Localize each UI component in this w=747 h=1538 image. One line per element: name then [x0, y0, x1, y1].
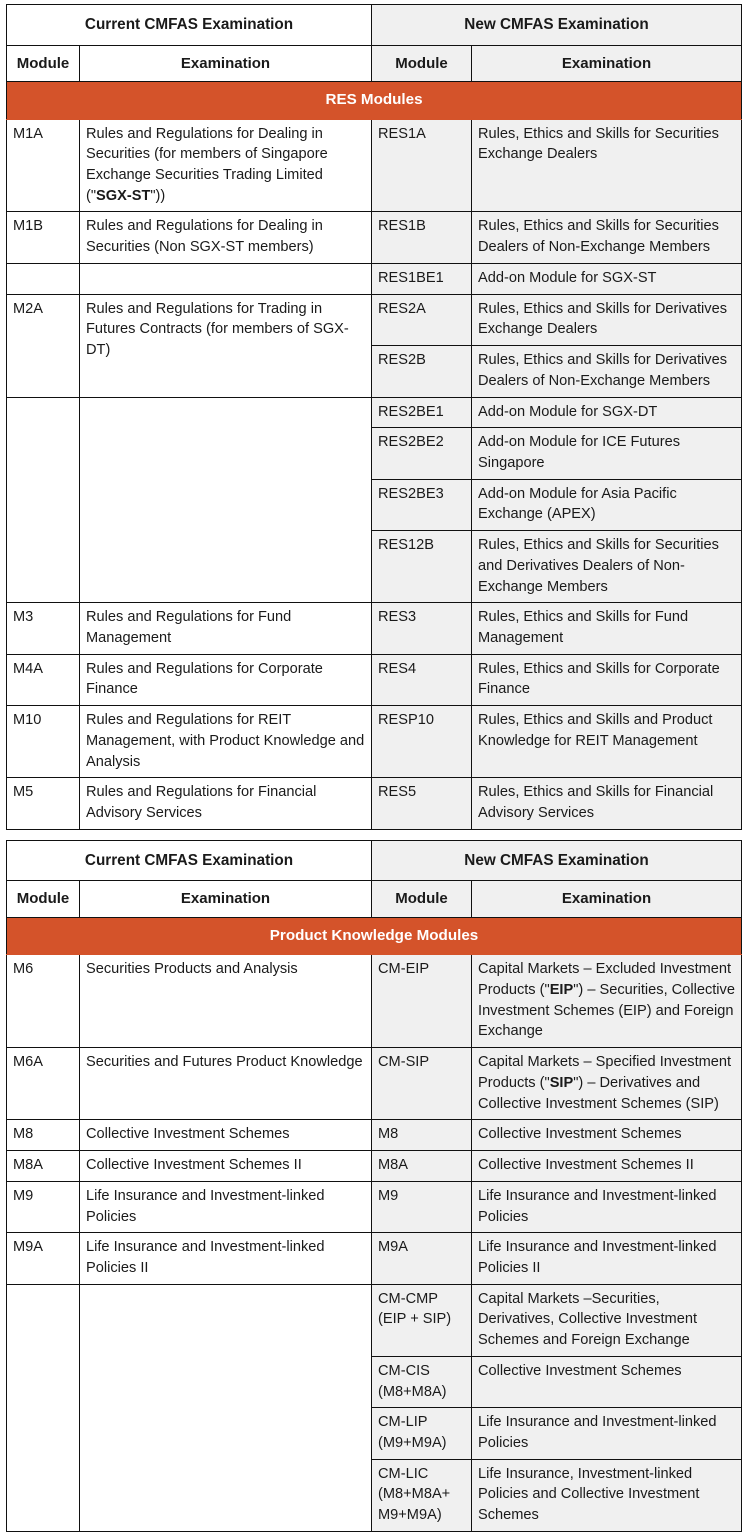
cell-new-module: RES2BE2 [372, 428, 472, 479]
cell-new-examination: Life Insurance and Investment-linked Policies [472, 1408, 742, 1459]
cell-new-examination: Collective Investment Schemes [472, 1120, 742, 1151]
cell-new-module: CM-LIP (M9+M9A) [372, 1408, 472, 1459]
table-column-header-row [7, 45, 742, 81]
section-header-product-knowledge-modules [7, 917, 742, 955]
table-row [7, 1233, 742, 1284]
cell-current-examination: Life Insurance and Investment-linked Policies [80, 1181, 372, 1232]
table-row [7, 119, 742, 212]
cell-current-examination: Rules and Regulations for Financial Advisory Services [80, 778, 372, 829]
cell-new-module: RES3 [372, 603, 472, 654]
cell-new-examination: Rules, Ethics and Skills and Product Knowledge for REIT Management [472, 706, 742, 778]
res-modules-table [6, 4, 742, 830]
cell-new-module: M9 [372, 1181, 472, 1232]
cell-new-module: RES2BE3 [372, 479, 472, 530]
cell-current-module: M5 [7, 778, 80, 829]
cell-new-module: CM-CMP (EIP + SIP) [372, 1284, 472, 1356]
cell-new-examination: Rules, Ethics and Skills for Fund Management [472, 603, 742, 654]
cell-new-module: RES2BE1 [372, 397, 472, 428]
col-header-new-module: Module [372, 881, 472, 917]
cell-new-examination: Rules, Ethics and Skills for Securities Exchange Dealers [472, 119, 742, 212]
cell-new-examination: Rules, Ethics and Skills for Securities and Derivatives Dealers of Non-Exchange Members [472, 531, 742, 603]
cell-new-module: CM-LIC (M8+M8A+ M9+M9A) [372, 1459, 472, 1531]
cell-current-examination: Life Insurance and Investment-linked Policies II [80, 1233, 372, 1284]
table-row [7, 1181, 742, 1232]
cell-new-module: CM-EIP [372, 955, 472, 1048]
cell-current-module: M9 [7, 1181, 80, 1232]
cell-new-examination: Rules, Ethics and Skills for Financial Advisory Services [472, 778, 742, 829]
cell-new-module: RESP10 [372, 706, 472, 778]
table-row [7, 654, 742, 705]
section-header-label: Product Knowledge Modules [7, 917, 742, 955]
cell-new-module: RES1B [372, 212, 472, 263]
cell-new-examination: Rules, Ethics and Skills for Corporate Finance [472, 654, 742, 705]
cell-new-examination: Rules, Ethics and Skills for Securities Dealers of Non-Exchange Members [472, 212, 742, 263]
table-row [7, 706, 742, 778]
cell-new-module: M8A [372, 1151, 472, 1182]
cell-current-module: M2A [7, 294, 80, 397]
cell-new-examination: Life Insurance and Investment-linked Policies [472, 1181, 742, 1232]
table-row [7, 263, 742, 294]
table-row [7, 955, 742, 1048]
cell-new-module: RES1BE1 [372, 263, 472, 294]
table-row [7, 397, 742, 428]
table-row [7, 603, 742, 654]
table-row [7, 294, 742, 345]
cell-current-module: M4A [7, 654, 80, 705]
cell-current-examination: Rules and Regulations for Dealing in Securities (Non SGX-ST members) [80, 212, 372, 263]
table-row [7, 778, 742, 829]
cell-current-module: M1B [7, 212, 80, 263]
table-group-header-row [7, 5, 742, 46]
cell-new-module: RES12B [372, 531, 472, 603]
cell-new-module: RES1A [372, 119, 472, 212]
col-header-new-examination: Examination [472, 881, 742, 917]
cell-new-examination: Rules, Ethics and Skills for Derivatives Exchange Dealers [472, 294, 742, 345]
table-column-header-row [7, 881, 742, 917]
table-row [7, 1151, 742, 1182]
cell-new-module: RES5 [372, 778, 472, 829]
table-row [7, 1048, 742, 1120]
col-header-current-examination: Examination [80, 881, 372, 917]
cell-new-module: RES2B [372, 346, 472, 397]
cell-current-module: M3 [7, 603, 80, 654]
cell-current-module [7, 397, 80, 603]
col-header-new-examination: Examination [472, 45, 742, 81]
table-row [7, 212, 742, 263]
current-cmfas-group-header: Current CMFAS Examination [7, 840, 372, 881]
cell-current-module: M1A [7, 119, 80, 212]
cell-current-examination: Rules and Regulations for Fund Management [80, 603, 372, 654]
table-row [7, 1120, 742, 1151]
cell-current-module: M8 [7, 1120, 80, 1151]
cell-current-module [7, 263, 80, 294]
product-knowledge-modules-table [6, 840, 742, 1532]
cell-new-examination: Collective Investment Schemes [472, 1356, 742, 1407]
table-row [7, 1284, 742, 1356]
cell-new-examination: Add-on Module for SGX-ST [472, 263, 742, 294]
col-header-current-examination: Examination [80, 45, 372, 81]
col-header-current-module: Module [7, 45, 80, 81]
col-header-current-module: Module [7, 881, 80, 917]
new-cmfas-group-header: New CMFAS Examination [372, 5, 742, 46]
cell-current-module: M8A [7, 1151, 80, 1182]
cell-current-examination: Rules and Regulations for Corporate Finance [80, 654, 372, 705]
cell-current-examination: Securities and Futures Product Knowledge [80, 1048, 372, 1120]
cell-new-examination: Life Insurance and Investment-linked Policies II [472, 1233, 742, 1284]
cell-new-module: CM-CIS (M8+M8A) [372, 1356, 472, 1407]
cell-new-module: RES2A [372, 294, 472, 345]
section-header-res-modules [7, 82, 742, 120]
cell-new-examination: Rules, Ethics and Skills for Derivatives Dealers of Non-Exchange Members [472, 346, 742, 397]
cell-current-examination: Rules and Regulations for REIT Management, with Product Knowledge and Analysis [80, 706, 372, 778]
cell-current-examination: Collective Investment Schemes II [80, 1151, 372, 1182]
table-group-header-row [7, 840, 742, 881]
cell-current-examination [80, 397, 372, 603]
col-header-new-module: Module [372, 45, 472, 81]
cell-new-module: M9A [372, 1233, 472, 1284]
cell-current-module [7, 1284, 80, 1531]
cell-current-examination: Rules and Regulations for Dealing in Securities (for members of Singapore Exchange Securities Trading Limited ("SGX-ST")) [80, 119, 372, 212]
cell-current-module: M9A [7, 1233, 80, 1284]
cell-current-examination: Rules and Regulations for Trading in Futures Contracts (for members of SGX-DT) [80, 294, 372, 397]
cell-current-module: M6 [7, 955, 80, 1048]
cell-new-examination: Add-on Module for Asia Pacific Exchange (APEX) [472, 479, 742, 530]
cell-new-examination: Add-on Module for ICE Futures Singapore [472, 428, 742, 479]
cell-new-examination: Capital Markets –Securities, Derivatives, Collective Investment Schemes and Foreign Exchange [472, 1284, 742, 1356]
cell-current-examination [80, 1284, 372, 1531]
cell-current-examination [80, 263, 372, 294]
cell-new-module: CM-SIP [372, 1048, 472, 1120]
current-cmfas-group-header: Current CMFAS Examination [7, 5, 372, 46]
cell-current-module: M10 [7, 706, 80, 778]
section-header-label: RES Modules [7, 82, 742, 120]
cell-new-examination: Life Insurance, Investment-linked Policies and Collective Investment Schemes [472, 1459, 742, 1531]
cell-current-examination: Collective Investment Schemes [80, 1120, 372, 1151]
cell-new-examination: Collective Investment Schemes II [472, 1151, 742, 1182]
cell-new-examination: Capital Markets – Specified Investment Products ("SIP") – Derivatives and Collective Investment Schemes (SIP) [472, 1048, 742, 1120]
cell-new-module: M8 [372, 1120, 472, 1151]
cell-current-module: M6A [7, 1048, 80, 1120]
new-cmfas-group-header: New CMFAS Examination [372, 840, 742, 881]
cell-new-examination: Add-on Module for SGX-DT [472, 397, 742, 428]
cell-current-examination: Securities Products and Analysis [80, 955, 372, 1048]
cell-new-examination: Capital Markets – Excluded Investment Products ("EIP") – Securities, Collective Investment Schemes (EIP) and Foreign Exchange [472, 955, 742, 1048]
cell-new-module: RES4 [372, 654, 472, 705]
